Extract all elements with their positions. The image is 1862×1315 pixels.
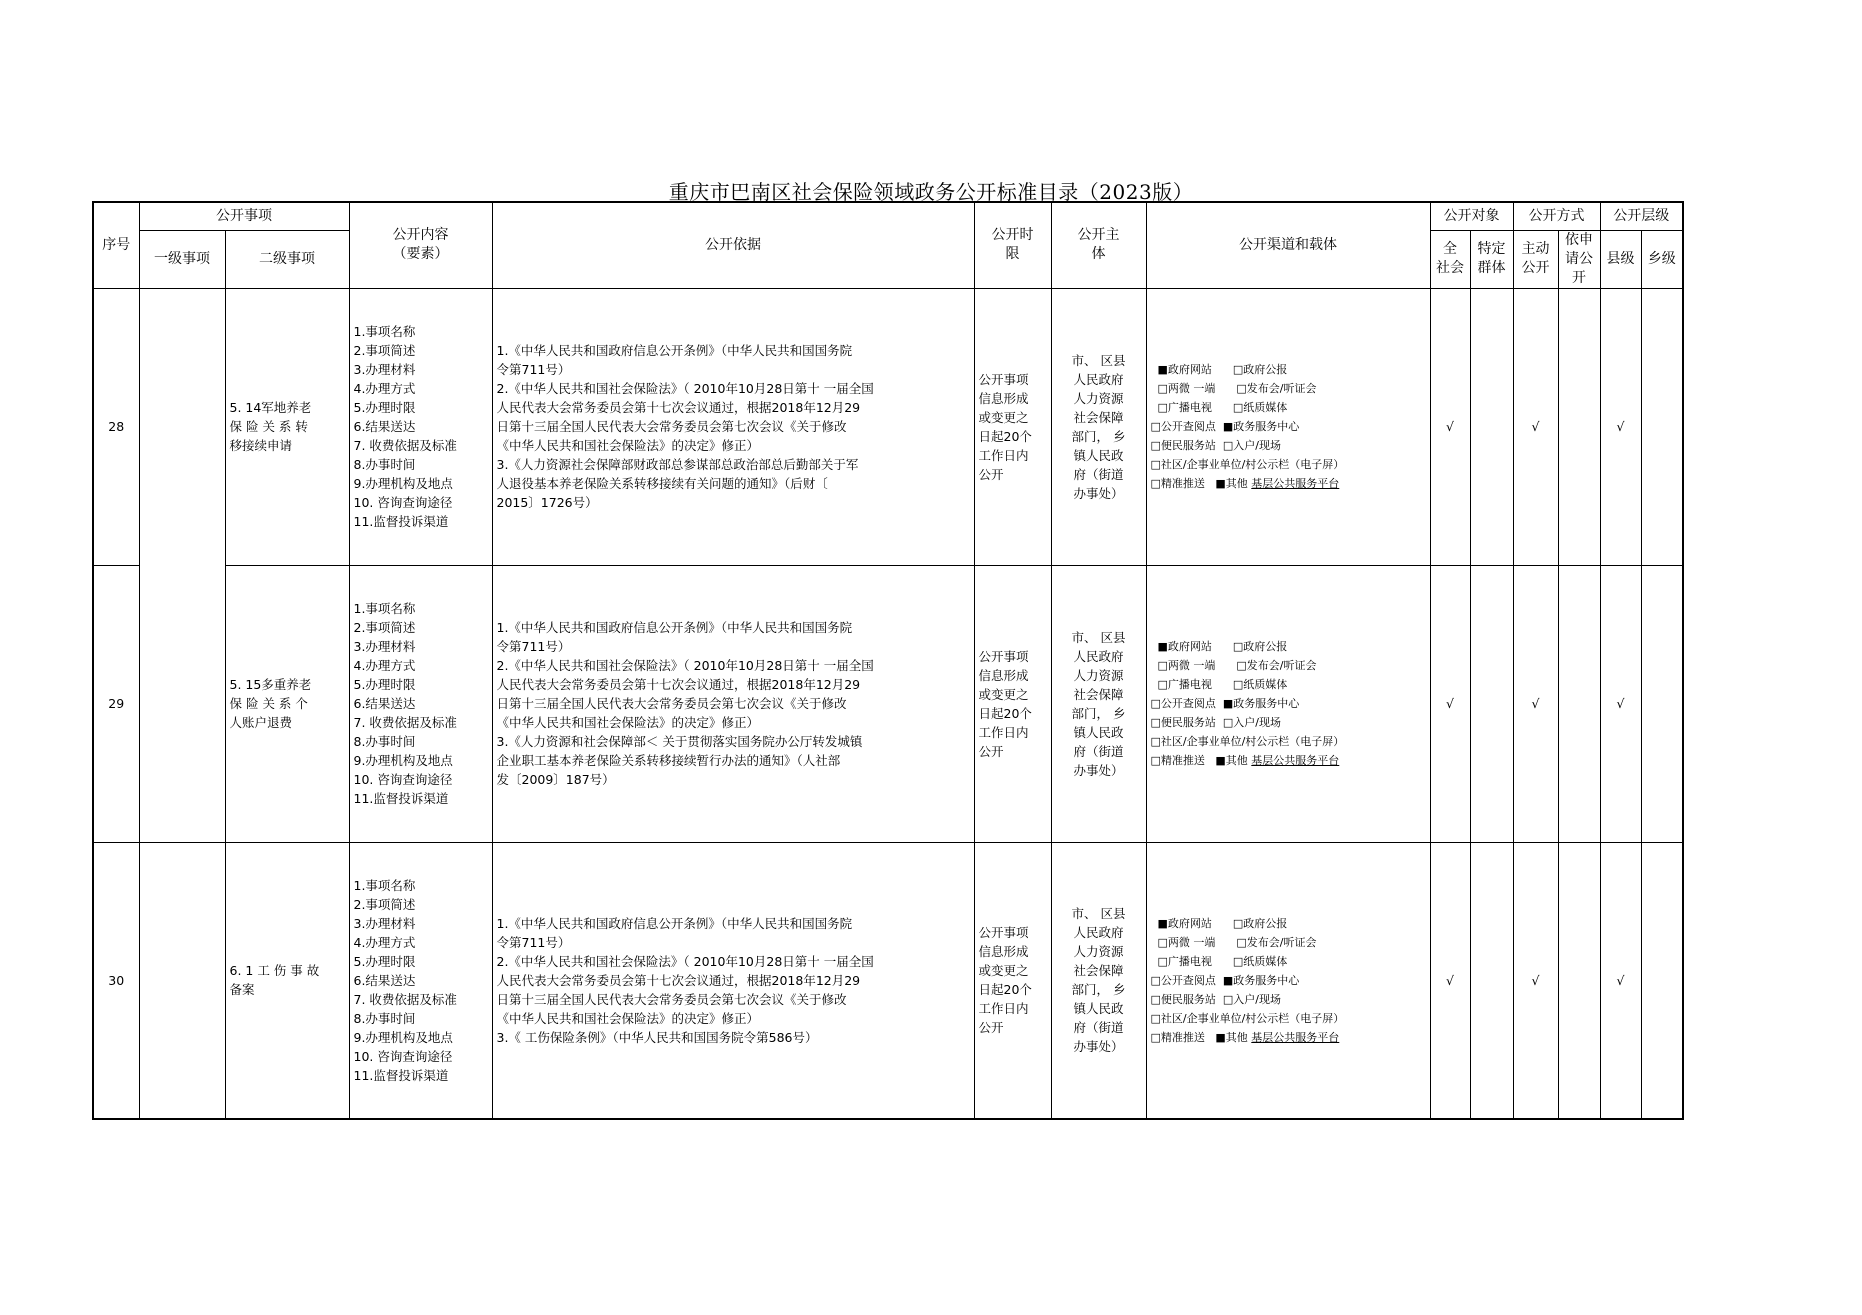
header-subject: 公开主 体 — [1051, 202, 1146, 288]
channel-cell — [1146, 565, 1430, 842]
level-county-check: √ — [1600, 288, 1641, 565]
header-level: 公开层级 — [1600, 202, 1683, 230]
content-items: 1.事项名称 2.事项简述 3.办理材料 4.办理方式 5.办理时限 6.结果送达 7. 收费依据及标准 8.办事时间 9.办理机构及地点 10. 咨询查询途径 11.监督投诉渠道 — [353, 877, 457, 1083]
header-content: 公开内容 （要素） — [349, 202, 492, 288]
method-apply-cell — [1558, 288, 1600, 565]
content-cell — [349, 842, 492, 1119]
header-method: 公开方式 — [1513, 202, 1600, 230]
level2-text: 6. 1 工 伤 事 故 备案 — [229, 963, 320, 998]
level1-cell — [139, 842, 225, 1119]
header-level-town: 乡级 — [1641, 230, 1683, 288]
header-target-all: 全 社会 — [1430, 230, 1470, 288]
content-cell — [349, 565, 492, 842]
target-specific-cell — [1470, 842, 1513, 1119]
header-level1: 一级事项 — [139, 230, 225, 288]
subject-text: 市、 区县 人民政府 人力资源 社会保障 部门， 乡 镇人民政 府（街道 办事处） — [1071, 906, 1126, 1055]
time-cell — [974, 288, 1051, 565]
header-method-apply: 依申 请公 开 — [1558, 230, 1600, 288]
subject-cell — [1051, 565, 1146, 842]
header-time: 公开时 限 — [974, 202, 1051, 288]
level2-text: 5. 15多重养老 保 险 关 系 个 人账户退费 — [229, 677, 312, 730]
channel-cell — [1146, 288, 1430, 565]
method-active-check: √ — [1513, 565, 1558, 842]
level-town-cell — [1641, 842, 1683, 1119]
header-channel: 公开渠道和载体 — [1146, 202, 1430, 288]
target-specific-cell — [1470, 565, 1513, 842]
target-specific-cell — [1470, 288, 1513, 565]
header-seq: 序号 — [93, 202, 139, 288]
level2-cell — [225, 842, 349, 1119]
level-town-cell — [1641, 565, 1683, 842]
basis-cell — [492, 842, 974, 1119]
target-all-check: √ — [1430, 565, 1470, 842]
basis-text: 1.《中华人民共和国政府信息公开条例》（中华人民共和国国务院 令第711号） 2.《中华人民共和国社会保险法》（ 2010年10月28日第十 一届全国 人民代表大会常务委员会第十七次会议通过，根据2018年12月29 日第十三届全国人民代表大会常务委员会第七次会议《关于修改 《中华人民共和国社会保险法》的决定》修正） 3.《人力资源社会保障部财政部总参谋部总政治部总后勤部关于军 人退役基本养老保险关系转移接续有关问题的通知》（后财〔 2015〕1726号） — [496, 343, 874, 510]
target-all-check: √ — [1430, 288, 1470, 565]
header-target-specific: 特定 群体 — [1470, 230, 1513, 288]
level2-cell — [225, 565, 349, 842]
table-row — [93, 842, 1683, 1119]
level-town-cell — [1641, 288, 1683, 565]
content-cell — [349, 288, 492, 565]
basis-cell — [492, 565, 974, 842]
level2-text: 5. 14军地养老 保 险 关 系 转 移接续申请 — [229, 400, 312, 453]
content-items: 1.事项名称 2.事项简述 3.办理材料 4.办理方式 5.办理时限 6.结果送达 7. 收费依据及标准 8.办事时间 9.办理机构及地点 10. 咨询查询途径 11.监督投诉渠道 — [353, 601, 457, 806]
table-row — [93, 288, 1683, 565]
header-level2: 二级事项 — [225, 230, 349, 288]
seq-cell: 28 — [93, 288, 139, 565]
subject-cell — [1051, 288, 1146, 565]
basis-text: 1.《中华人民共和国政府信息公开条例》（中华人民共和国国务院 令第711号） 2.《中华人民共和国社会保险法》（ 2010年10月28日第十 一届全国 人民代表大会常务委员会第十七次会议通过，根据2018年12月29 日第十三届全国人民代表大会常务委员会第七次会议《关于修改 《中华人民共和国社会保险法》的决定》修正） 3.《 工伤保险条例》（中华人民共和国国务院令第586号） — [496, 915, 874, 1045]
method-active-check: √ — [1513, 288, 1558, 565]
header-target: 公开对象 — [1430, 202, 1513, 230]
header-level-county: 县级 — [1600, 230, 1641, 288]
level1-cell — [139, 565, 225, 842]
seq-cell: 30 — [93, 842, 139, 1119]
header-basis: 公开依据 — [492, 202, 974, 288]
table-row — [93, 565, 1683, 842]
basis-cell — [492, 288, 974, 565]
method-apply-cell — [1558, 565, 1600, 842]
channel-list: ■政府网站 □政府公报 □两微 一端 □发布会/听证会 □广播电视 □纸质媒体 □公开查阅点 ■政务服务中心 □便民服务站 □入户/现场 □社区/企事业单位/村公示栏（电子屏） □精准推送 ■其他 基层公共服务平台 — [1150, 363, 1345, 490]
document-title: 重庆市巴南区社会保险领域政务公开标准目录（2023版） — [668, 180, 1194, 204]
time-text: 公开事项 信息形成 或变更之 日起20个 工作日内 公开 — [978, 648, 1032, 759]
basis-text: 1.《中华人民共和国政府信息公开条例》（中华人民共和国国务院 令第711号） 2.《中华人民共和国社会保险法》（ 2010年10月28日第十 一届全国 人民代表大会常务委员会第十七次会议通过，根据2018年12月29 日第十三届全国人民代表大会常务委员会第七次会议《关于修改 《中华人民共和国社会保险法》的决定》修正） 3.《人力资源和社会保障部＜ 关于贯彻落实国务院办公厅转发城镇 企业职工基本养老保险关系转移接续暂行办法的通知》（人社部 发〔2009〕187号） — [496, 620, 874, 787]
subject-cell — [1051, 842, 1146, 1119]
time-cell — [974, 842, 1051, 1119]
channel-list: ■政府网站 □政府公报 □两微 一端 □发布会/听证会 □广播电视 □纸质媒体 □公开查阅点 ■政务服务中心 □便民服务站 □入户/现场 □社区/企事业单位/村公示栏（电子屏） □精准推送 ■其他 基层公共服务平台 — [1150, 916, 1345, 1044]
level-county-check: √ — [1600, 565, 1641, 842]
header-method-active: 主动 公开 — [1513, 230, 1558, 288]
level2-cell — [225, 288, 349, 565]
method-active-check: √ — [1513, 842, 1558, 1119]
time-cell — [974, 565, 1051, 842]
target-all-check: √ — [1430, 842, 1470, 1119]
channel-list: ■政府网站 □政府公报 □两微 一端 □发布会/听证会 □广播电视 □纸质媒体 □公开查阅点 ■政务服务中心 □便民服务站 □入户/现场 □社区/企事业单位/村公示栏（电子屏） □精准推送 ■其他 基层公共服务平台 — [1150, 640, 1345, 767]
seq-cell: 29 — [93, 565, 139, 842]
content-items: 1.事项名称 2.事项简述 3.办理材料 4.办理方式 5.办理时限 6.结果送达 7. 收费依据及标准 8.办事时间 9.办理机构及地点 10. 咨询查询途径 11.监督投诉渠道 — [353, 324, 457, 529]
level1-cell — [139, 288, 225, 565]
method-apply-cell — [1558, 842, 1600, 1119]
level-county-check: √ — [1600, 842, 1641, 1119]
subject-text: 市、 区县 人民政府 人力资源 社会保障 部门， 乡 镇人民政 府（街道 办事处） — [1071, 629, 1126, 778]
catalog-table — [92, 201, 1684, 1120]
time-text: 公开事项 信息形成 或变更之 日起20个 工作日内 公开 — [978, 371, 1032, 482]
subject-text: 市、 区县 人民政府 人力资源 社会保障 部门， 乡 镇人民政 府（街道 办事处） — [1071, 352, 1126, 501]
header-item: 公开事项 — [139, 202, 349, 230]
time-text: 公开事项 信息形成 或变更之 日起20个 工作日内 公开 — [978, 925, 1032, 1036]
channel-cell — [1146, 842, 1430, 1119]
